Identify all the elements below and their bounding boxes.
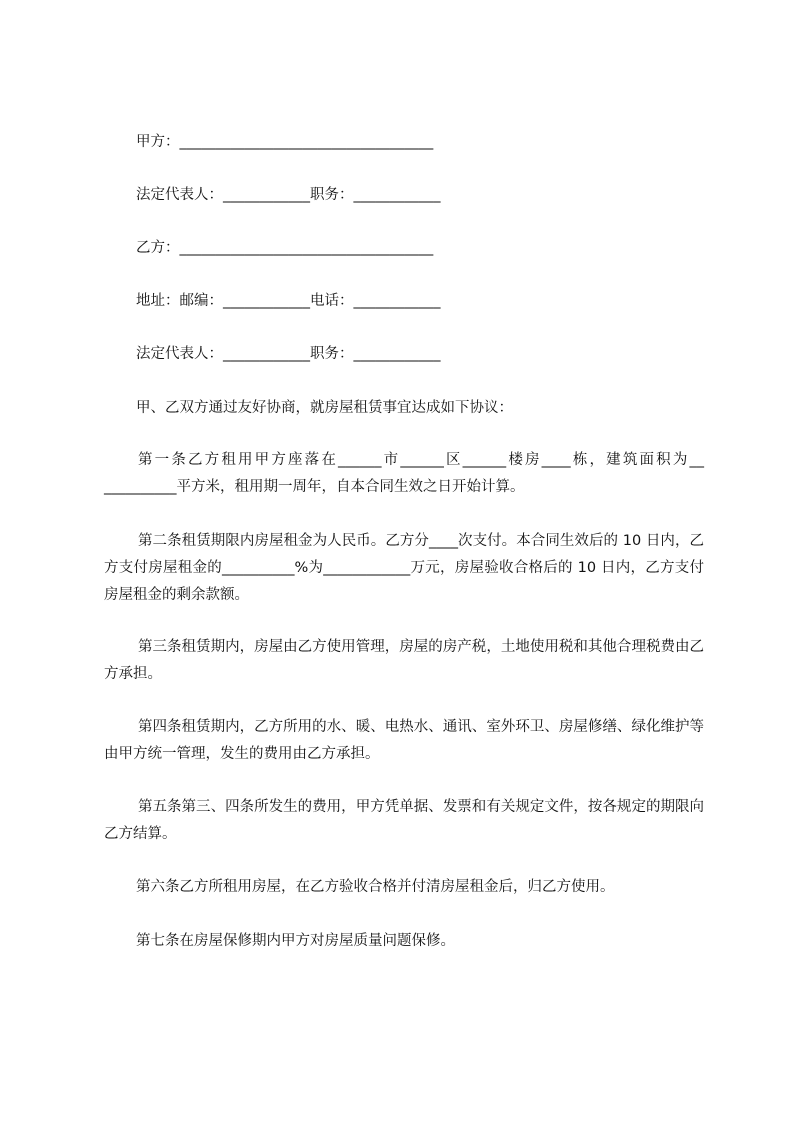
article-2: 第二条租赁期限内房屋租金为人民币。乙方分____次支付。本合同生效后的 10 日内，乙方支付房屋租金的__________%为____________万元，房屋验收合格后的 10 日内，乙方支付房屋租金的剩余款额。: [104, 533, 704, 603]
article-3: 第三条租赁期内，房屋由乙方使用管理，房屋的房产税，土地使用税和其他合理税费由乙方承担。: [104, 639, 704, 682]
article-6: 第六条乙方所租用房屋，在乙方验收合格并付清房屋租金后，归乙方使用。: [136, 879, 615, 895]
position-label: 职务：: [310, 187, 354, 203]
party-a-line: [136, 132, 433, 152]
legal-rep-line-2: [136, 344, 441, 364]
address-line: [136, 291, 441, 311]
legal-rep-label: 法定代表人：: [136, 187, 223, 203]
party-b-line: [136, 238, 433, 258]
party-b-label: 乙方：: [136, 240, 180, 256]
intro-paragraph: 甲、乙双方通过友好协商，就房屋租赁事宜达成如下协议：: [136, 400, 513, 416]
phone-label: 电话：: [310, 293, 354, 309]
party-a-blank: ___________________________________: [179, 134, 434, 150]
position-label: 职务：: [310, 346, 354, 362]
position-blank: ____________: [353, 187, 441, 203]
legal-rep-blank: ____________: [223, 346, 310, 362]
article-4: 第四条租赁期内，乙方所用的水、暖、电热水、通讯、室外环卫、房屋修缮、绿化维护等由甲方统一管理，发生的费用由乙方承担。: [104, 719, 704, 762]
article-5: 第五条第三、四条所发生的费用，甲方凭单据、发票和有关规定文件，按各规定的期限向乙方结算。: [104, 799, 704, 842]
party-b-blank: ___________________________________: [179, 240, 434, 256]
address-label: 地址：邮编：: [136, 293, 223, 309]
party-a-label: 甲方：: [136, 134, 180, 150]
article-7: 第七条在房屋保修期内甲方对房屋质量问题保修。: [136, 933, 455, 949]
address-blank: ____________: [223, 293, 310, 309]
phone-blank: ____________: [353, 293, 441, 309]
legal-rep-label: 法定代表人：: [136, 346, 223, 362]
position-blank: ____________: [353, 346, 441, 362]
legal-rep-line-1: [136, 185, 441, 205]
legal-rep-blank: ____________: [223, 187, 310, 203]
article-1: 第一条乙方租用甲方座落在______市______区______楼房____栋，建筑面积为__ __________平方米，租用期一周年，自本合同生效之日开始计算。: [104, 452, 704, 495]
